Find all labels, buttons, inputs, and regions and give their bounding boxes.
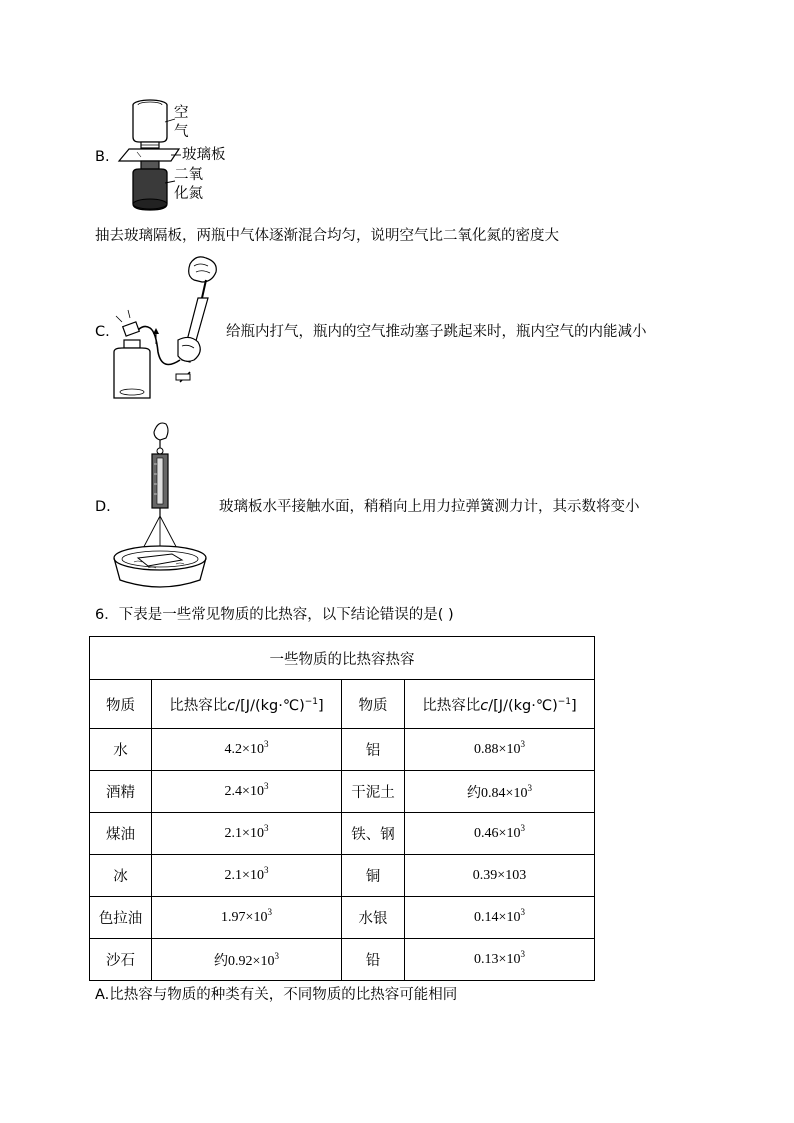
heat-value: $0.88\times 10^3$ [405,729,595,771]
heat-value: $0.13\times 10^3$ [405,939,595,981]
heat-value: 约$0.92\times 10^3$ [152,939,342,981]
header-substance-right: 物质 [342,680,405,729]
air-bottle-illustration [133,100,167,148]
question-6-stem: 6．下表是一些常见物质的比热容，以下结论错误的是( ) [95,607,454,623]
substance-name: 酒精 [90,771,152,813]
no2-bottle-illustration [133,161,167,210]
heat-value: $1.97\times 10^3$ [152,897,342,939]
spring-scale-illustration [152,454,168,508]
option-c-letter: C. [95,324,110,340]
substance-name: 沙石 [90,939,152,981]
water-basin-illustration [114,546,206,587]
heat-value: $0.14\times 10^3$ [405,897,595,939]
substance-name: 铝 [342,729,405,771]
header-heat-left: 比热容比c/[J/(kg·℃)$^{-1}$] [152,680,342,729]
heat-value: $2.1\times 10^3$ [152,855,342,897]
label-no2-2: 化氮 [174,186,203,202]
substance-name: 水 [90,729,152,771]
substance-name: 煤油 [90,813,152,855]
table-row [90,729,595,771]
spring-scale-figure [114,418,224,588]
glass-plate-illustration [119,149,179,161]
label-no2-1: 二氧 [174,167,203,183]
substance-name: 铁、钢 [342,813,405,855]
table-row [90,855,595,897]
specific-heat-table [89,636,595,981]
heat-value: 约$0.84\times 10^3$ [405,771,595,813]
header-substance-left: 物质 [90,680,152,729]
bottle-pump-figure [110,252,230,402]
option-b-statement: 抽去玻璃隔板，两瓶中气体逐渐混合均匀，说明空气比二氧化氮的密度大 [95,228,559,244]
heat-value: $0.46\times 10^3$ [405,813,595,855]
heat-value: 0.39×103 [405,855,595,897]
label-air-2: 气 [174,124,189,140]
heat-value: $2.4\times 10^3$ [152,771,342,813]
substance-name: 水银 [342,897,405,939]
substance-name: 冰 [90,855,152,897]
table-row [90,771,595,813]
heat-value: $2.1\times 10^3$ [152,813,342,855]
pump-illustration [176,280,208,382]
substance-name: 铅 [342,939,405,981]
option-d-letter: D. [95,499,111,515]
option-b-letter: B. [95,149,110,165]
heat-value: $4.2\times 10^3$ [152,729,342,771]
substance-name: 色拉油 [90,897,152,939]
table-row [90,813,595,855]
table-row [90,897,595,939]
option-c-statement: 给瓶内打气，瓶内的空气推动塞子跳起来时，瓶内空气的内能减小 [226,324,647,340]
bottle-illustration [114,340,150,398]
header-heat-right: 比热容比c/[J/(kg·℃)$^{-1}$] [405,680,595,729]
label-glass-plate: 玻璃板 [182,147,226,163]
option-a-statement: A.比热容与物质的种类有关，不同物质的比热容可能相同 [95,987,458,1003]
substance-name: 干泥土 [342,771,405,813]
hand-illustration [189,257,217,282]
table-row [90,939,595,981]
option-d-statement: 玻璃板水平接触水面，稍稍向上用力拉弹簧测力计，其示数将变小 [219,499,640,515]
substance-name: 铜 [342,855,405,897]
table-title: 一些物质的比热容热容 [90,637,595,680]
label-air-1: 空 [174,105,189,121]
